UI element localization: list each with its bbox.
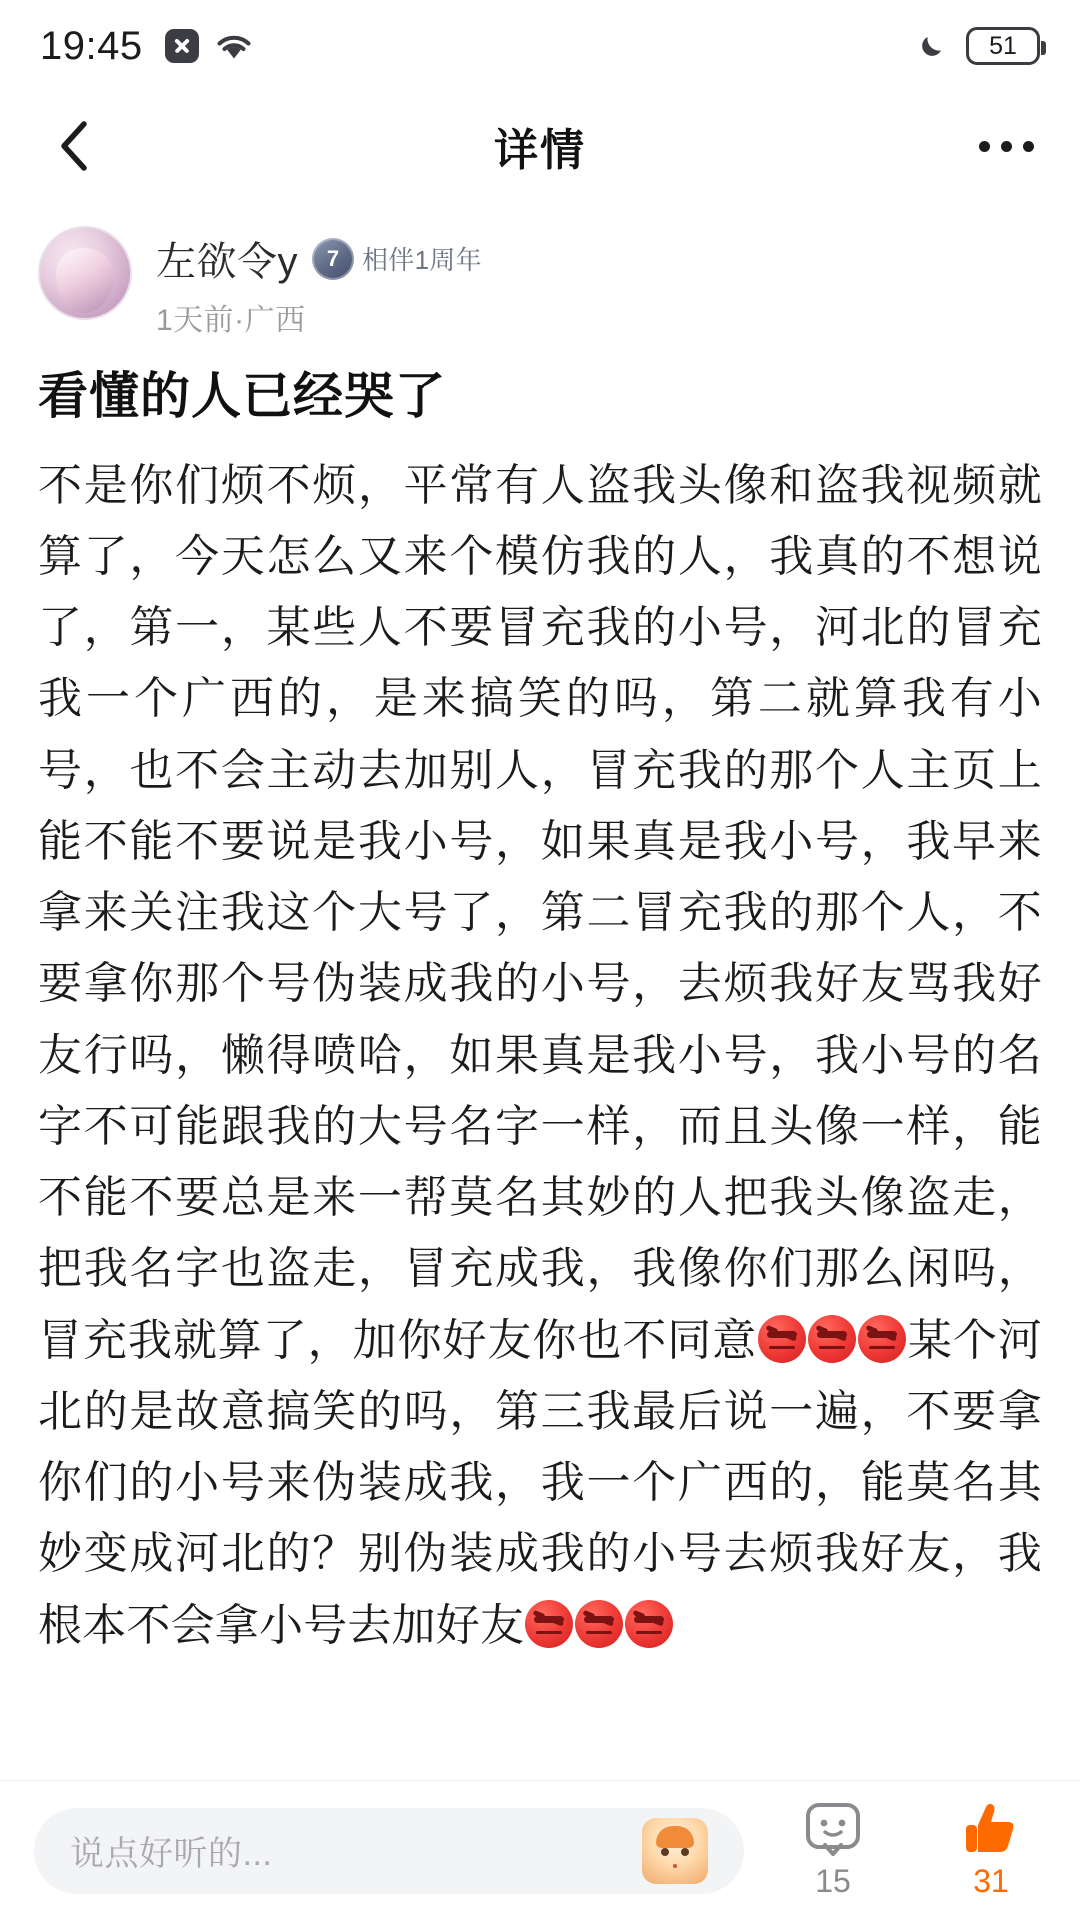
badge-label: 相伴1周年 [362,245,482,275]
avatar[interactable] [38,226,132,320]
like-action[interactable] [936,1801,1046,1900]
bottom-action-bar [0,1780,1080,1920]
action-group [778,1801,1046,1900]
status-left-icons [165,29,253,63]
anniversary-badge[interactable] [312,239,482,279]
post-body-part2: 某个河北的是故意搞笑的吗，第三我最后说一遍，不要拿你们的小号来伪装成我，我一个广西的，能莫名其妙变成河北的？别伪装成我的小号去烦我好友，我根本不会拿小号去加好友 [38,1315,1042,1650]
chevron-left-icon [57,118,91,174]
author-line [156,230,482,287]
back-button[interactable] [46,118,102,174]
page-title: 详情 [494,126,586,175]
angry-face-emoji [525,1600,573,1648]
angry-face-emoji [625,1600,673,1648]
post-meta: 1天前·广西 [156,304,306,337]
comment-count: 15 [815,1863,851,1899]
post-body-part1: 不是你们烦不烦，平常有人盗我头像和盗我视频就算了，今天怎么又来个模仿我的人，我真的不想说了，第一，某些人不要冒充我的小号，河北的冒充我一个广西的，是来搞笑的吗，第二就算我有小号，也不会主动去加别人，冒充我的那个人主页上能不能不要说是我小号，如果真是我小号，我早来拿来关注我这个大号了，第二冒充我的那个人，不要拿你那个号伪装成我的小号，去烦我好友骂我好友行吗，懒得喷哈，如果真是我小号，我小号的名字不可能跟我的大号名字一样，而且头像一样，能不能不要总是来一帮莫名其妙的人把我头像盗走，把我名字也盗走，冒充成我，我像你们那么闲吗，冒充我就算了，加你好友你也不同意 [38,460,1042,1365]
comment-input[interactable] [34,1808,744,1894]
angry-face-emoji [808,1315,856,1363]
navigation-bar [0,92,1080,200]
angry-face-emoji [758,1315,806,1363]
angry-face-emoji [858,1315,906,1363]
more-dot [979,141,990,152]
status-right-icons [914,27,1040,65]
more-dot [1023,141,1034,152]
close-badge-icon [165,29,199,63]
wifi-icon [215,31,253,61]
author-name[interactable]: 左欲令y [156,240,298,284]
more-options-button[interactable] [979,141,1034,152]
battery-level: 51 [989,31,1017,60]
author-meta [156,226,482,339]
status-time: 19:45 [40,23,143,68]
sticker-face-icon[interactable] [642,1818,708,1884]
like-count: 31 [973,1863,1009,1899]
post-title: 看懂的人已经哭了 [38,368,446,424]
comment-placeholder: 说点好听的... [70,1835,273,1873]
status-bar [0,0,1080,92]
post-content [0,200,1080,1780]
moon-icon [914,28,950,64]
badge-medal-icon: 7 [312,238,354,280]
battery-indicator [966,27,1040,65]
author-row[interactable] [38,200,1042,339]
post-body [38,450,1042,1662]
comment-action[interactable] [778,1801,888,1900]
more-dot [1001,141,1012,152]
comment-bubble-icon [804,1801,862,1857]
thumbs-up-icon [962,1801,1020,1857]
angry-face-emoji [575,1600,623,1648]
